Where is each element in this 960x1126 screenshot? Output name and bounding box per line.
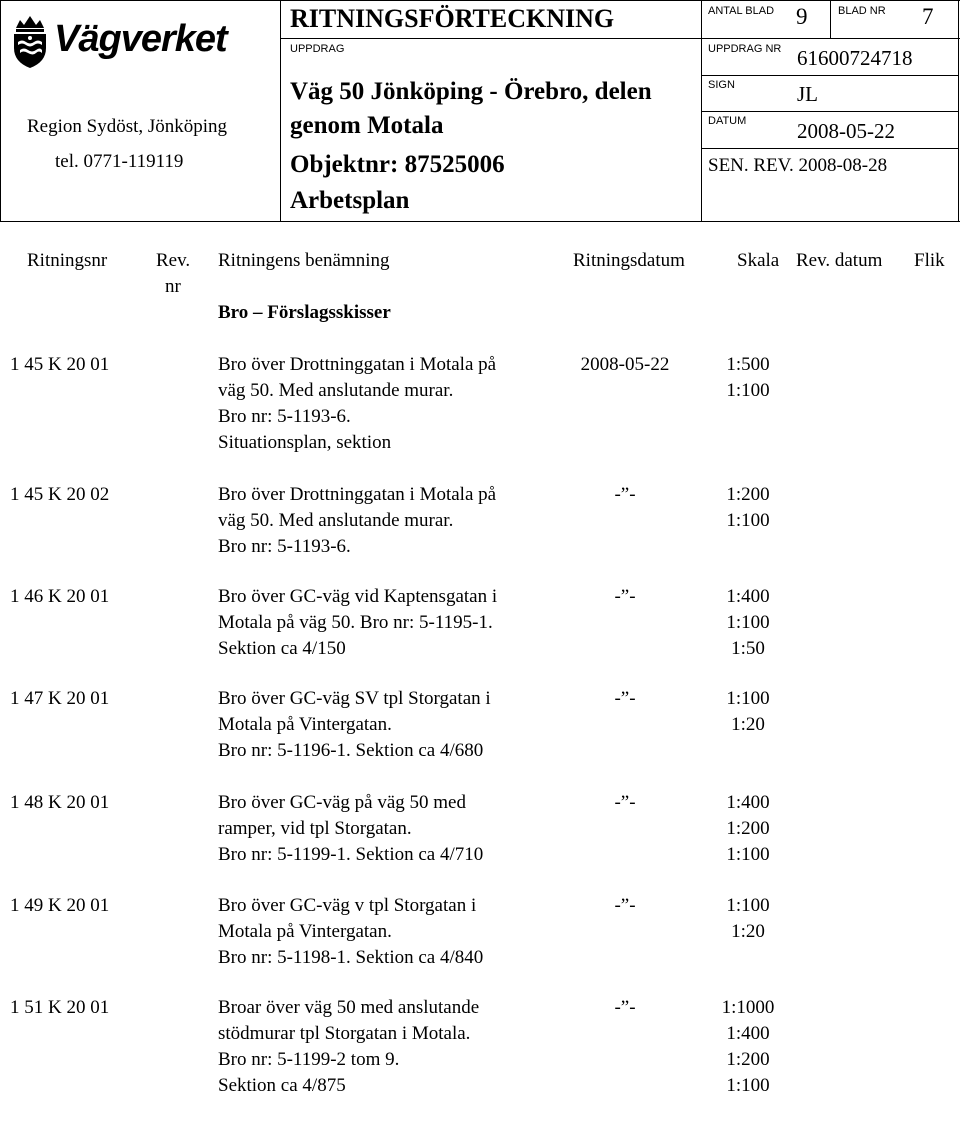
divider-logo xyxy=(280,0,281,222)
drawing-description xyxy=(218,893,483,971)
drawing-number-line: 1 45 K 20 02 xyxy=(10,484,110,505)
drawing-scales xyxy=(707,995,789,1099)
datum: 2008-05-22 xyxy=(797,119,895,143)
uppdrag-nr-label: UPPDRAG NR xyxy=(708,43,782,55)
drawing-description xyxy=(218,584,497,662)
drawing-scales-line: 1:500 xyxy=(726,354,770,375)
drawing-number xyxy=(10,584,109,610)
drawing-scales-line: 1:100 xyxy=(726,1075,770,1096)
drawing-number xyxy=(10,893,109,919)
drawing-description-line: Motala på Vintergatan. xyxy=(218,921,392,942)
blad-nr-label: BLAD NR xyxy=(838,5,886,17)
drawing-description-line: Motala på Vintergatan. xyxy=(218,714,392,735)
drawing-description-line: Sektion ca 4/875 xyxy=(218,1075,346,1096)
drawing-number-line: 1 51 K 20 01 xyxy=(10,997,110,1018)
drawing-scales-line: 1:100 xyxy=(726,895,770,916)
col-flik: Flik xyxy=(914,250,945,271)
drawing-date xyxy=(555,352,695,378)
drawing-date xyxy=(555,584,695,610)
drawing-description-line: Bro över GC-väg v tpl Storgatan i xyxy=(218,895,477,916)
drawing-description-line: Broar över väg 50 med anslutande xyxy=(218,997,480,1018)
drawing-number-line: 1 49 K 20 01 xyxy=(10,895,110,916)
blad-nr: 7 xyxy=(922,4,934,29)
drawing-number-line: 1 45 K 20 01 xyxy=(10,354,110,375)
drawing-scales xyxy=(707,352,789,404)
drawing-description xyxy=(218,686,491,764)
drawing-number xyxy=(10,352,109,378)
drawing-scales xyxy=(707,790,789,868)
drawing-scales-line: 1:100 xyxy=(726,612,770,633)
drawing-scales-line: 1:400 xyxy=(726,1023,770,1044)
drawing-description-line: Bro nr: 5-1199-1. Sektion ca 4/710 xyxy=(218,844,484,865)
divider-title xyxy=(280,38,960,39)
col-benamning: Ritningens benämning xyxy=(218,250,390,271)
drawing-description-line: Bro över GC-väg vid Kaptensgatan i xyxy=(218,586,498,607)
sign: JL xyxy=(797,82,818,106)
uppdrag-nr: 61600724718 xyxy=(797,46,913,70)
drawing-description xyxy=(218,482,496,560)
drawing-number xyxy=(10,482,109,508)
col-rev-nr: nr xyxy=(165,276,181,297)
drawing-number xyxy=(10,686,109,712)
drawing-description-line: Situationsplan, sektion xyxy=(218,432,392,453)
drawing-description xyxy=(218,995,479,1099)
antal-blad-label: ANTAL BLAD xyxy=(708,5,775,17)
frame-bottom xyxy=(0,221,960,222)
drawing-scales-line: 1:400 xyxy=(726,792,770,813)
drawing-scales xyxy=(707,686,789,738)
drawing-scales-line: 1:200 xyxy=(726,818,770,839)
frame-left xyxy=(0,0,1,222)
drawing-description xyxy=(218,790,483,868)
drawing-scales xyxy=(707,482,789,534)
drawing-description-line: Bro över Drottninggatan i Motala på xyxy=(218,484,497,505)
phone: tel. 0771-119119 xyxy=(55,151,184,172)
frame-top xyxy=(0,0,960,1)
uppdrag-line1: Väg 50 Jönköping - Örebro, delen xyxy=(290,78,652,105)
drawing-number-line: 1 47 K 20 01 xyxy=(10,688,110,709)
drawing-date-line: 2008-05-22 xyxy=(580,354,670,375)
drawing-description-line: Bro över GC-väg SV tpl Storgatan i xyxy=(218,688,491,709)
drawing-date-line: -”- xyxy=(614,997,636,1018)
col-skala: Skala xyxy=(737,250,780,271)
drawing-scales-line: 1:200 xyxy=(726,1049,770,1070)
drawing-number xyxy=(10,790,109,816)
drawing-description-line: Bro över Drottninggatan i Motala på xyxy=(218,354,497,375)
divider-uppdragnr xyxy=(701,75,959,76)
drawing-scales-line: 1:20 xyxy=(731,714,765,735)
divider-sign xyxy=(701,111,959,112)
drawing-description-line: väg 50. Med anslutande murar. xyxy=(218,380,454,401)
drawing-number xyxy=(10,995,109,1021)
drawing-scales-line: 1:100 xyxy=(726,844,770,865)
drawing-description-line: väg 50. Med anslutande murar. xyxy=(218,510,454,531)
drawing-description-line: Bro nr: 5-1199-2 tom 9. xyxy=(218,1049,400,1070)
drawing-date-line: -”- xyxy=(614,792,636,813)
drawing-description-line: Bro nr: 5-1196-1. Sektion ca 4/680 xyxy=(218,740,484,761)
sen-rev: SEN. REV. 2008-08-28 xyxy=(708,155,888,176)
antal-blad: 9 xyxy=(796,4,808,29)
drawing-description-line: Bro nr: 5-1198-1. Sektion ca 4/840 xyxy=(218,947,484,968)
drawing-date xyxy=(555,686,695,712)
drawing-date-line: -”- xyxy=(614,688,636,709)
drawing-scales-line: 1:100 xyxy=(726,688,770,709)
drawing-description-line: Bro nr: 5-1193-6. xyxy=(218,536,351,557)
drawing-scales xyxy=(707,893,789,945)
drawing-description-line: Bro nr: 5-1193-6. xyxy=(218,406,351,427)
drawing-description-line: Bro över GC-väg på väg 50 med xyxy=(218,792,466,813)
col-ritningsdatum: Ritningsdatum xyxy=(573,250,685,271)
drawing-scales-line: 1:1000 xyxy=(721,997,775,1018)
drawing-date-line: -”- xyxy=(614,895,636,916)
drawing-scales-line: 1:400 xyxy=(726,586,770,607)
drawing-date xyxy=(555,995,695,1021)
document-title: RITNINGSFÖRTECKNING xyxy=(290,4,615,33)
drawing-scales-line: 1:20 xyxy=(731,921,765,942)
drawing-scales-line: 1:100 xyxy=(726,380,770,401)
drawing-scales xyxy=(707,584,789,662)
col-rev: Rev. xyxy=(156,250,191,271)
sign-label: SIGN xyxy=(708,79,735,91)
objekt-nr: Objektnr: 87525006 xyxy=(290,151,505,178)
drawing-scales-line: 1:100 xyxy=(726,510,770,531)
drawing-date xyxy=(555,893,695,919)
drawing-description-line: ramper, vid tpl Storgatan. xyxy=(218,818,412,839)
col-ritningsnr: Ritningsnr xyxy=(27,250,108,271)
drawing-scales-line: 1:50 xyxy=(731,638,765,659)
drawing-date-line: -”- xyxy=(614,484,636,505)
drawing-description-line: stödmurar tpl Storgatan i Motala. xyxy=(218,1023,471,1044)
drawing-date xyxy=(555,790,695,816)
org-name: Vägverket xyxy=(54,18,227,60)
drawing-description xyxy=(218,352,496,456)
vagverket-logo xyxy=(10,10,272,70)
divider-datum xyxy=(701,148,959,149)
drawing-number-line: 1 46 K 20 01 xyxy=(10,586,110,607)
divider-blad xyxy=(830,0,831,38)
col-rev-datum: Rev. datum xyxy=(796,250,883,271)
drawing-description-line: Sektion ca 4/150 xyxy=(218,638,346,659)
drawing-description-line: Motala på väg 50. Bro nr: 5-1195-1. xyxy=(218,612,493,633)
section-title: Bro – Förslagsskisser xyxy=(218,302,391,323)
arbetsplan: Arbetsplan xyxy=(290,187,410,214)
drawing-number-line: 1 48 K 20 01 xyxy=(10,792,110,813)
uppdrag-line2: genom Motala xyxy=(290,112,444,139)
drawing-scales-line: 1:200 xyxy=(726,484,770,505)
uppdrag-label: UPPDRAG xyxy=(290,43,345,55)
datum-label: DATUM xyxy=(708,115,747,127)
region: Region Sydöst, Jönköping xyxy=(27,116,228,137)
drawing-date-line: -”- xyxy=(614,586,636,607)
drawing-date xyxy=(555,482,695,508)
